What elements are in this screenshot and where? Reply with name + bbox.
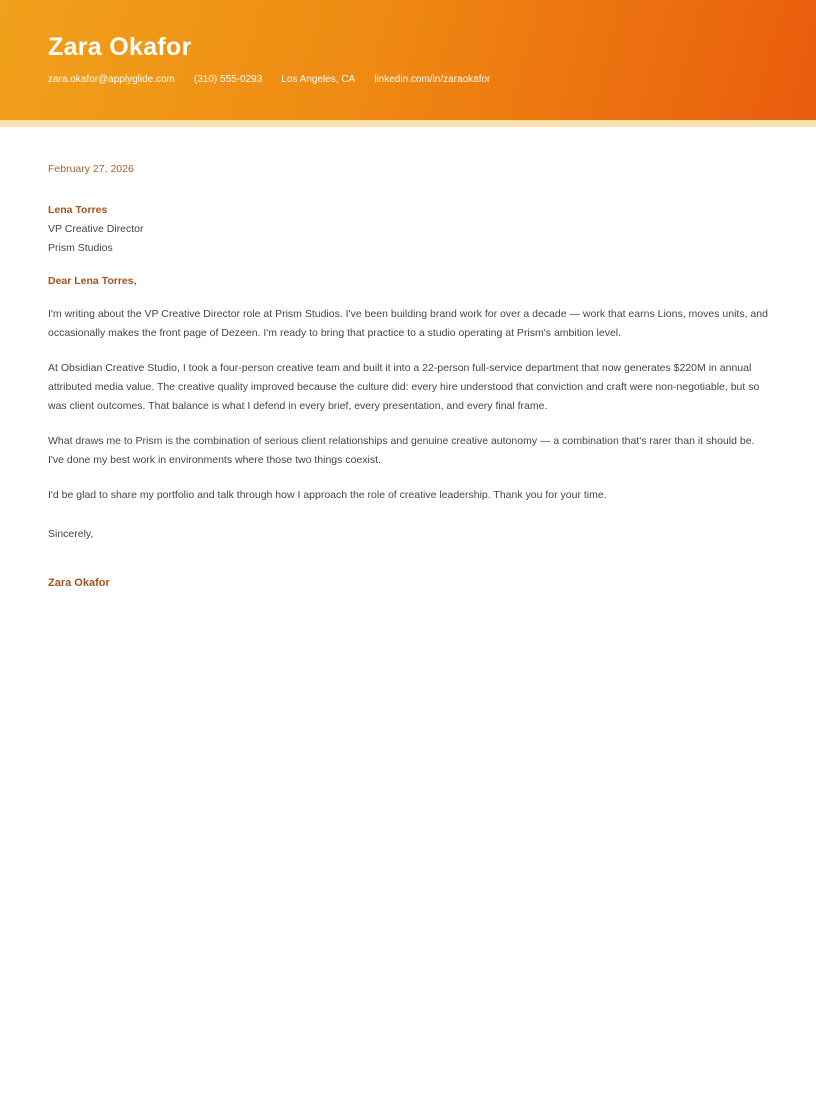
contact-linkedin: linkedin.com/in/zaraokafor: [374, 74, 491, 85]
signature-name: Zara Okafor: [48, 577, 110, 589]
body-paragraph-2: At Obsidian Creative Studio, I took a four-person creative team and built it into a 22-person full-service department that now generates $220M in annual attributed media value. The creative quality improved because the culture did: every hire understood that conviction and craft were non-negotiable, but so was client outcomes. That balance is what I defend in every brief, every presentation, and every final frame.: [48, 362, 760, 412]
contact-email: zara.okafor@applyglide.com: [48, 74, 175, 85]
closing: Sincerely,: [48, 528, 94, 540]
body-paragraph-3: What draws me to Prism is the combination of serious client relationships and genuine creative autonomy — a combination that's rarer than it should be. I've done my best work in environments where those two things coexist.: [48, 435, 755, 466]
recipient-company: Prism Studios: [48, 242, 113, 254]
body-paragraph-4: I'd be glad to share my portfolio and talk through how I approach the role of creative leadership. Thank you for your time.: [48, 489, 607, 501]
contact-location: Los Angeles, CA: [281, 74, 356, 85]
letter-header: [0, 0, 816, 120]
header-accent-strip: [0, 120, 816, 127]
recipient-title: VP Creative Director: [48, 223, 144, 235]
contact-row: [48, 74, 768, 86]
letter-body: [0, 127, 816, 593]
body-paragraph-1: I'm writing about the VP Creative Director role at Prism Studios. I've been building brand work for over a decade — work that earns Lions, moves units, and occasionally makes the front page of Dezeen. I'm ready to bring that practice to a studio operating at Prism's ambition level.: [48, 308, 768, 339]
salutation: Dear Lena Torres,: [48, 275, 137, 287]
applicant-name: Zara Okafor: [48, 33, 192, 61]
recipient-block: [48, 201, 768, 258]
letter-date: February 27, 2026: [48, 163, 134, 175]
recipient-name: Lena Torres: [48, 204, 108, 216]
contact-phone: (310) 555-0293: [193, 74, 263, 85]
